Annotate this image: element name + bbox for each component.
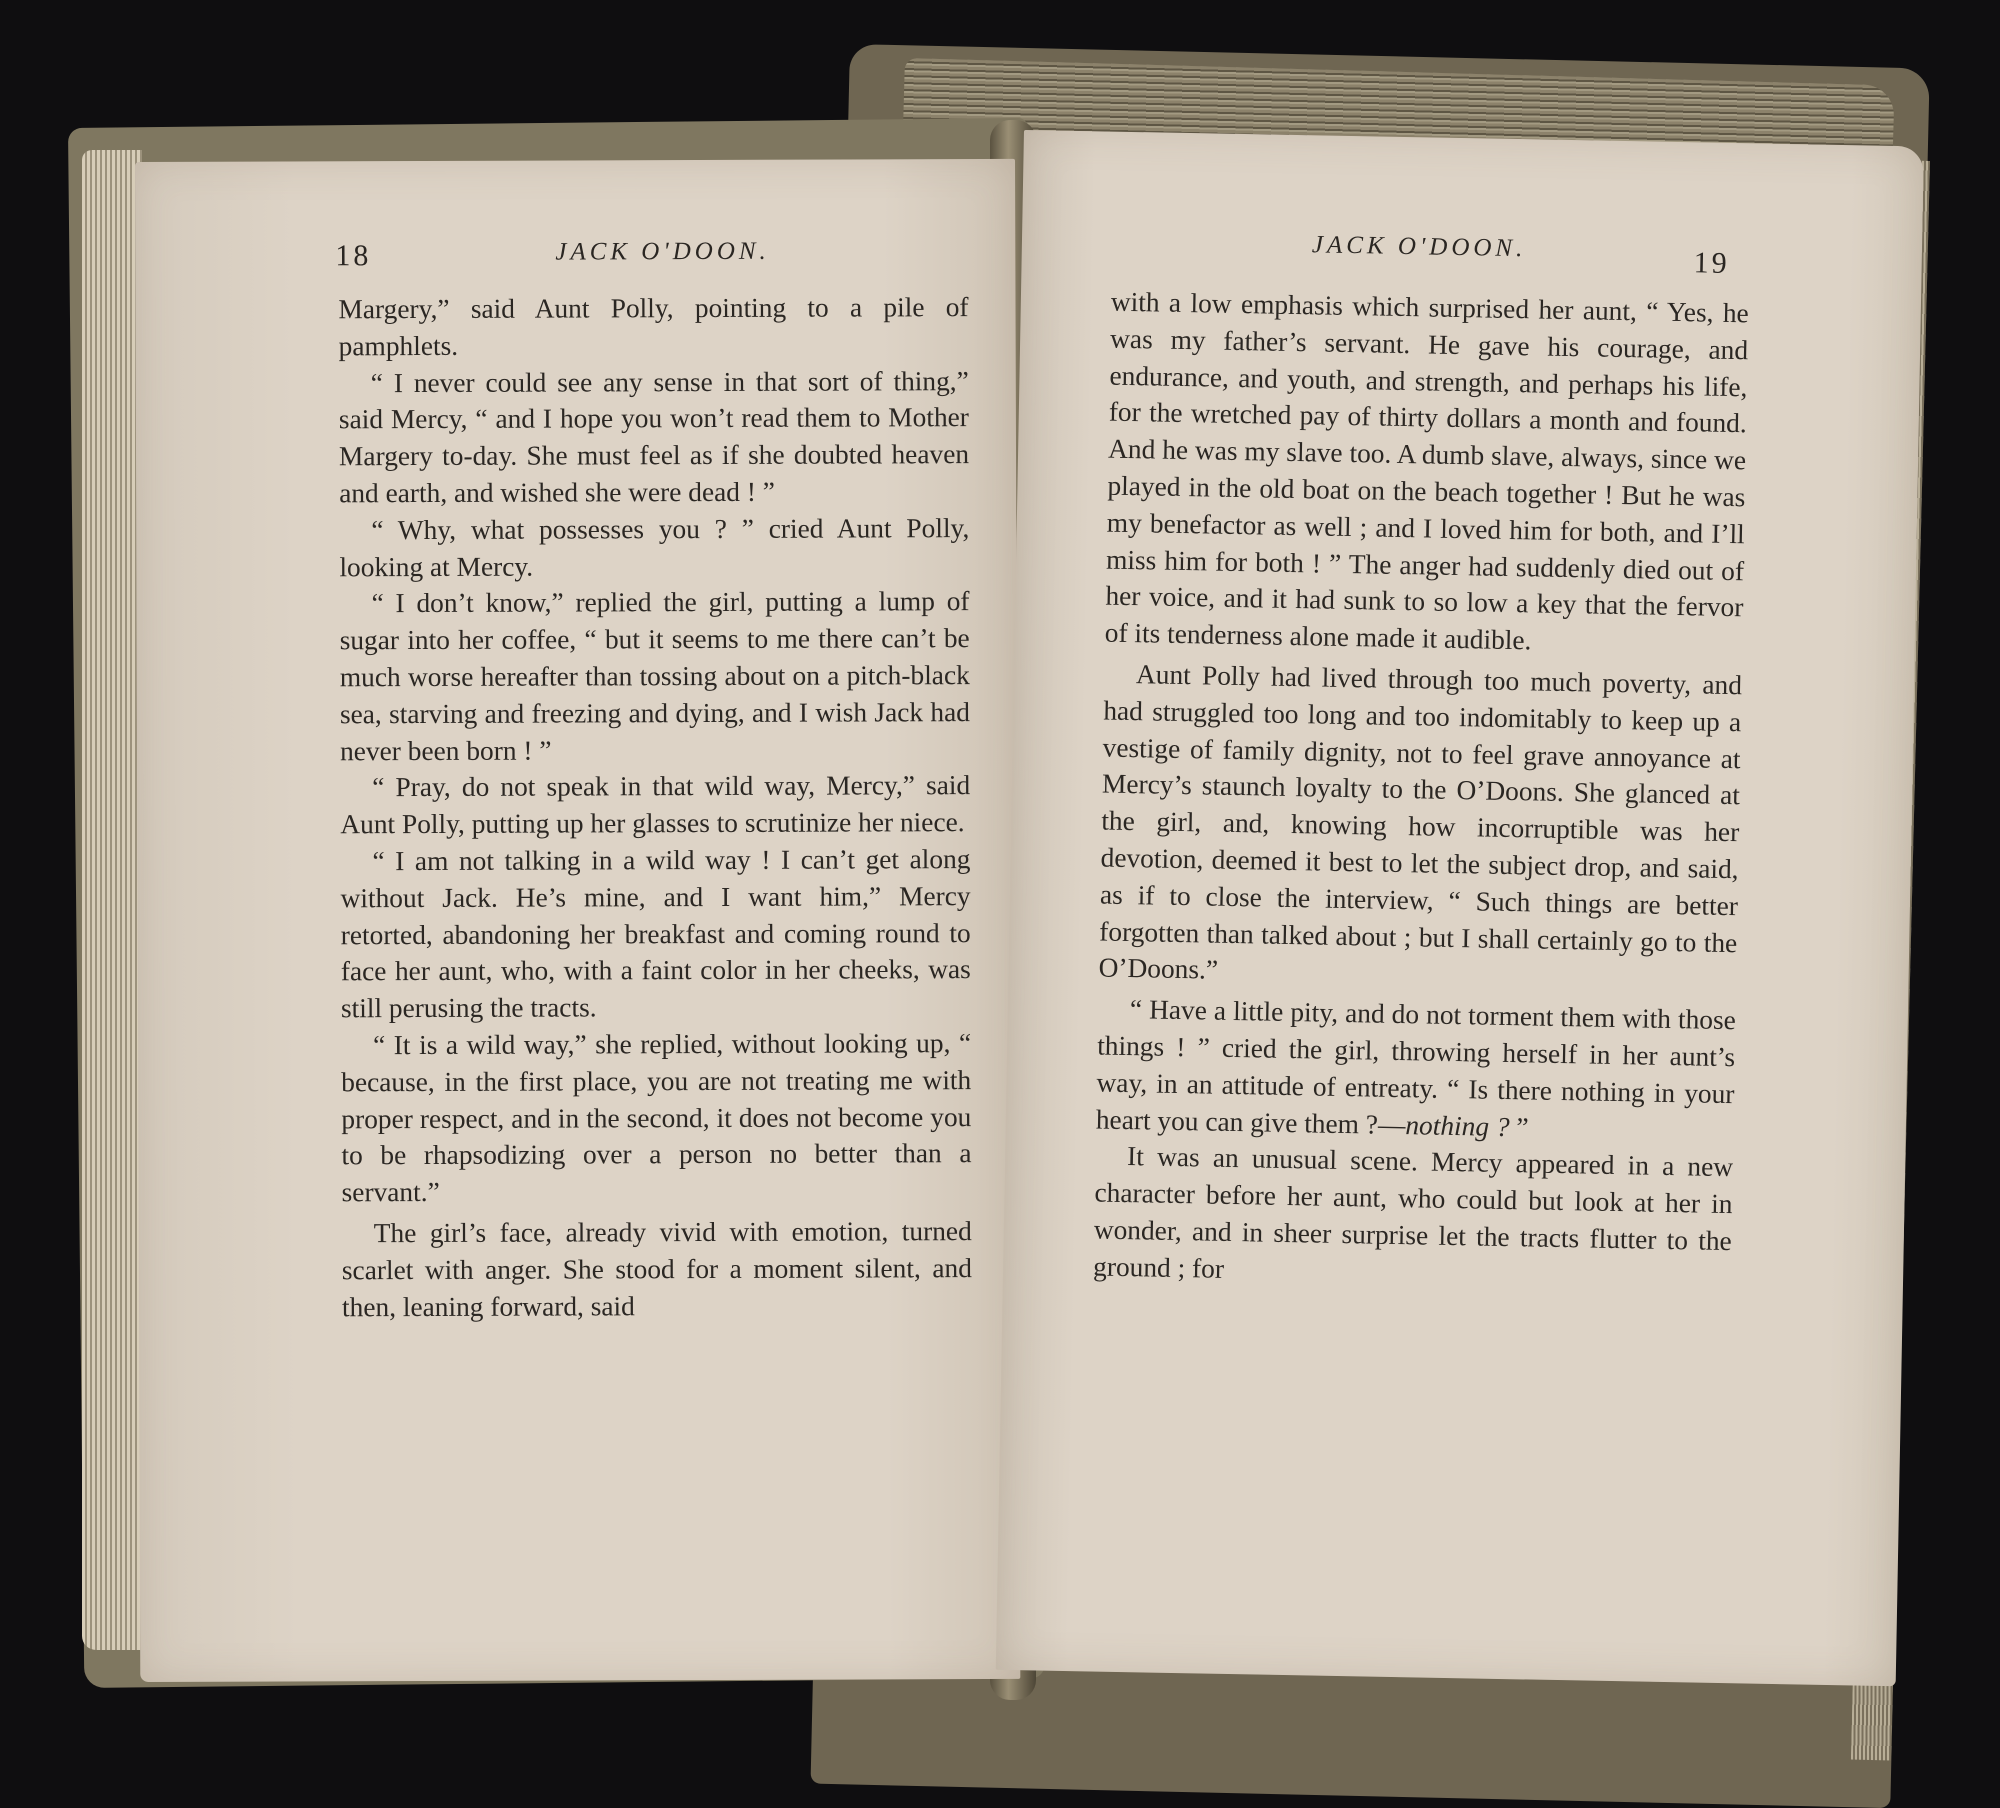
left-page xyxy=(135,159,1020,1682)
paragraph: The girl’s face, already vivid with emotion, turned scarlet with anger. She stood for a moment silent, and then, leaning forward, said xyxy=(341,1216,972,1322)
left-running-head: JACK O'DOON. xyxy=(555,237,770,266)
italic-emphasis: nothing ? xyxy=(1405,1109,1510,1142)
page-edges-left xyxy=(82,150,142,1650)
paragraph: “ I don’t know,” replied the girl, putting a lump of sugar into her coffee, “ but it seems to me there can’t be much worse hereafter than tossing about on a pitch-black sea, starving and freezing and dying, and I wish Jack had never been born ! ” xyxy=(339,586,970,766)
paragraph: Aunt Polly had lived through too much poverty, and had struggled too long and too indomitably to keep up a vestige of family dignity, not to feel grave annoyance at Mercy’s staunch loyalty to the O’Doons. She glanced at the girl, and, knowing how incorruptible was her devotion, deemed it best to let the subject drop, and said, as if to close the interview, “ Such things are better forgotten than talked about ; but I shall certainly go to the O’Doons.” xyxy=(1098,659,1743,986)
paragraph: “ Pray, do not speak in that wild way, Mercy,” said Aunt Polly, putting up her glasses to scrutinize her niece. xyxy=(340,770,971,840)
paragraph: It was an unusual scene. Mercy appeared in a new character before her aunt, who could but look at her in wonder, and in sheer surprise let the tracts flutter to the ground ; for xyxy=(1092,1141,1734,1284)
paragraph: “ I am not talking in a wild way ! I can’t get along without Jack. He’s mine, and I want him,” Mercy retorted, abandoning her breakfast and coming round to face her aunt, who, with a faint color in her cheeks, was still perusing the tracts. xyxy=(340,844,971,1024)
right-running-head: JACK O'DOON. xyxy=(1311,231,1527,263)
right-page xyxy=(996,130,1924,1686)
closing-quote: ” xyxy=(1509,1111,1529,1142)
right-page-number: 19 xyxy=(1693,246,1730,280)
left-page-number: 18 xyxy=(335,239,372,273)
paragraph: “ It is a wild way,” she replied, without looking up, “ because, in the first place, you are not treating me with proper respect, and in the second, it does not become you to be rhapsodizing over a person no better than a servant.” xyxy=(341,1028,972,1208)
paragraph: “ Why, what possesses you ? ” cried Aunt Polly, looking at Mercy. xyxy=(339,512,970,582)
paragraph-text: “ Have a little pity, and do not torment them with those things ! ” cried the girl, throwing herself in her aunt’s way, in an attitude of entreaty. “ Is there nothing in your heart you can give them ?— xyxy=(1095,994,1737,1140)
paragraph: with a low emphasis which surprised her aunt, “ Yes, he was my father’s servant. He gave his courage, and endurance, and youth, and strength, and perhaps his life, for the wretched pay of thirty dollars a month and found. And he was my slave too. A dumb slave, always, since we played in the old boat on the beach together ! But he was my benefactor as well ; and I loved him for both, and I’ll miss him for both ! ” The anger had suddenly died out of her voice, and it had sunk to so low a key that the fervor of its tenderness alone made it audible. xyxy=(1104,286,1750,656)
paragraph: “ I never could see any sense in that sort of thing,” said Mercy, “ and I hope you won’t read them to Mother Margery to-day. She must feel as if she doubted heaven and earth, and wished she were dead ! ” xyxy=(338,365,970,509)
paragraph xyxy=(1096,991,1737,1150)
left-page-text xyxy=(338,289,972,1326)
paragraph: Margery,” said Aunt Polly, pointing to a pile of pamphlets. xyxy=(338,292,969,362)
right-page-text xyxy=(1093,284,1749,1297)
